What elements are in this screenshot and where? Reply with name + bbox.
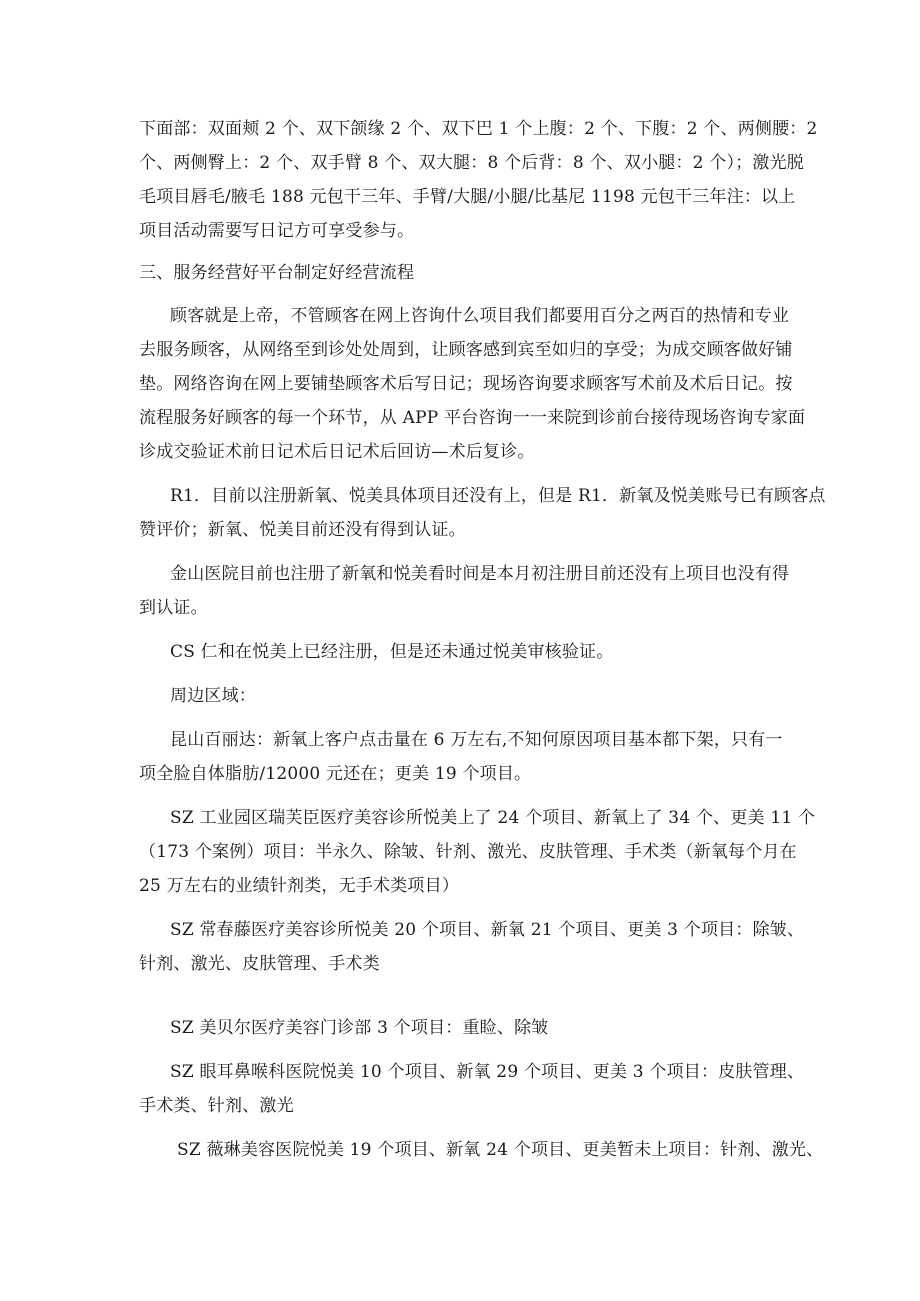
text-line: 下面部：双面颊 2 个、双下颌缘 2 个、双下巴 1 个上腹：2 个、下腹：2 个、两侧腰：2 [139,119,818,139]
text-line: SZ 美贝尔医疗美容门诊部 3 个项目：重睑、除皱 [170,1018,549,1038]
text-line: （173 个案例）项目：半永久、除皱、针剂、激光、皮肤管理、手术类（新氧每个月在 [139,842,797,862]
text-line: 赞评价；新氧、悦美目前还没有得到认证。 [139,520,466,540]
text-line: 25 万左右的业绩针剂类，无手术类项目） [139,876,460,896]
text-line: SZ 眼耳鼻喉科医院悦美 10 个项目、新氧 29 个项目、更美 3 个项目：皮肤管理、 [170,1062,805,1082]
text-line: 个、两侧臀上：2 个、双手臂 8 个、双大腿：8 个后背：8 个、双小腿：2 个）；激光脱 [139,153,805,173]
text-line: SZ 工业园区瑞芙臣医疗美容诊所悦美上了 24 个项目、新氧上了 34 个、更美 11 个 [170,808,816,828]
text-line: 针剂、激光、皮肤管理、手术类 [139,954,380,974]
text-line: 周边区域： [170,686,256,706]
text-line: 毛项目唇毛/腋毛 188 元包干三年、手臂/大腿/小腿/比基尼 1198 元包干三年注：以上 [139,187,796,207]
text-line: 到认证。 [139,598,208,618]
text-line: 项目活动需要写日记方可享受参与。 [139,221,415,241]
text-line: 项全脸自体脂肪/12000 元还在；更美 19 个项目。 [139,764,532,784]
text-line: 金山医院目前也注册了新氧和悦美看时间是本月初注册目前还没有上项目也没有得 [170,564,790,584]
text-line: 垫。网络咨询在网上要铺垫顾客术后写日记；现场咨询要求顾客写术前及术后日记。按 [139,374,793,394]
text-line: CS 仁和在悦美上已经注册，但是还未通过悦美审核验证。 [170,642,614,662]
text-line: 顾客就是上帝，不管顾客在网上咨询什么项目我们都要用百分之两百的热情和专业 [170,306,790,326]
text-line: 手术类、针剂、激光 [139,1096,294,1116]
section-heading: 三、服务经营好平台制定好经营流程 [139,263,415,283]
text-line: 去服务顾客，从网络至到诊处处周到，让顾客感到宾至如归的享受；为成交顾客做好铺 [139,340,793,360]
text-line: 昆山百丽达：新氧上客户点击量在 6 万左右,不知何原因项目基本都下架，只有一 [170,730,783,750]
text-line: SZ 常春藤医疗美容诊所悦美 20 个项目、新氧 21 个项目、更美 3 个项目：除皱、 [170,920,805,940]
text-line: SZ 薇琳美容医院悦美 19 个项目、新氧 24 个项目、更美暂未上项目：针剂、激光、 [177,1140,824,1160]
text-line: R1．目前以注册新氧、悦美具体项目还没有上，但是 R1．新氧及悦美账号已有顾客点 [170,486,826,506]
text-line: 流程服务好顾客的每一个环节，从 APP 平台咨询一一来院到诊前台接待现场咨询专家面 [139,408,806,428]
text-line: 诊成交验证术前日记术后日记术后回访—术后复诊。 [139,442,535,462]
